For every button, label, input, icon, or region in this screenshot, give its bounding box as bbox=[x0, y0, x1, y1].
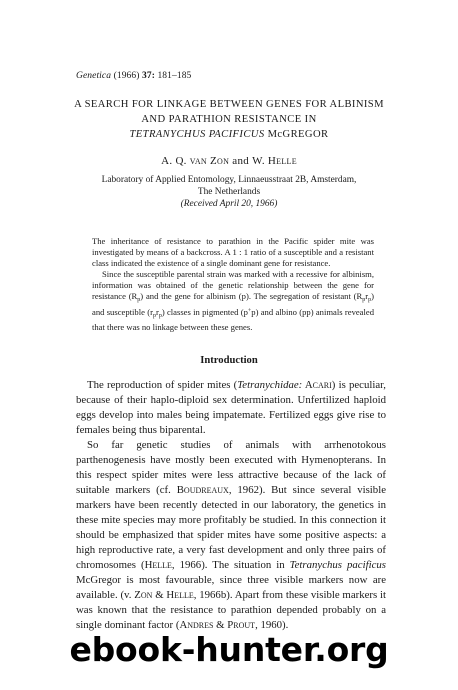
superscript: + bbox=[247, 308, 252, 314]
abstract-text: r bbox=[155, 307, 159, 317]
body-text bbox=[76, 378, 386, 633]
journal-name: Genetica bbox=[76, 71, 112, 81]
affiliation-line-2: The Netherlands bbox=[197, 187, 261, 198]
title-line-2: AND PARATHION RESISTANCE IN bbox=[141, 114, 317, 125]
body-small-caps: Acari bbox=[302, 379, 332, 391]
journal-volume: 37: bbox=[142, 71, 155, 81]
body-italic: Tetranychus pacificus bbox=[289, 559, 386, 571]
watermark: ebook-hunter.org bbox=[69, 630, 389, 669]
citation-author: Helle bbox=[144, 559, 172, 571]
abstract-text: ) and susceptible (r bbox=[92, 291, 375, 317]
subscript: p bbox=[137, 297, 141, 303]
subscript: p bbox=[362, 297, 366, 303]
journal-citation bbox=[76, 71, 191, 81]
abstract-paragraph-2 bbox=[92, 269, 374, 333]
affiliation-line-1: Laboratory of Applied Entomology, Linnaeusstraat 2B, Amsterdam, bbox=[101, 175, 357, 185]
author-conjunction: and bbox=[232, 155, 250, 167]
abstract bbox=[92, 236, 374, 333]
body-text-run: The reproduction of spider mites ( bbox=[87, 379, 238, 391]
title-author-name: McGREGOR bbox=[267, 129, 329, 140]
body-paragraph-1 bbox=[76, 378, 386, 438]
author-second: W. Helle bbox=[252, 155, 297, 167]
title-species: TETRANYCHUS PACIFICUS bbox=[129, 129, 265, 140]
citation-author: Zon & Helle bbox=[134, 589, 194, 601]
section-heading: Introduction bbox=[200, 355, 258, 366]
abstract-text: p) and albino (pp) animals revealed that there was no linkage between these genes. bbox=[92, 307, 374, 332]
affiliation bbox=[40, 174, 418, 211]
body-text-run: , 1960). bbox=[255, 619, 289, 631]
author-line bbox=[40, 155, 418, 167]
citation-author: Andres & Prout bbox=[179, 619, 256, 631]
body-paragraph-2 bbox=[76, 438, 386, 633]
subscript: p bbox=[152, 313, 156, 319]
received-date: (Received April 20, 1966) bbox=[180, 199, 278, 210]
abstract-text: r bbox=[365, 291, 369, 301]
abstract-text: Since the susceptible parental strain was marked with a recessive for albinism, information was obtained of the genetic relationship between the gene for resistance (R bbox=[92, 269, 374, 301]
abstract-text: ) classes in pigmented (p bbox=[161, 307, 248, 317]
abstract-text: ) and the gene for albinism (p). The segregation of resistant (R bbox=[140, 291, 363, 301]
body-text-run: McGregor is most favourable, since three visible markers now are available. (v. bbox=[76, 574, 386, 601]
article-title bbox=[40, 97, 418, 142]
body-text-run: So far genetic studies of animals with arrhenotokous parthenogenesis have mostly been executed with Hymenopterans. In this respect spider mites were less attractive because of the lack of suitable markers (cf. bbox=[76, 439, 386, 496]
title-line-1: A SEARCH FOR LINKAGE BETWEEN GENES FOR ALBINISM bbox=[74, 99, 384, 110]
body-text-run: , 1962). But since several visible markers have been recently detected in our laboratory, the genetics in these mite species may more profitably be studied. In this connection it should be emphasized that spider mites have some positive aspects: a high reproductive rate, a very fast development and only three pairs of chromosomes ( bbox=[76, 484, 386, 571]
subscript: p bbox=[368, 297, 372, 303]
body-text-run: ) is peculiar, because of their haplo-diploid sex determination. Unfertilized haploid eggs develop into males being impatemate. Fertilized eggs give rise to females being thus biparental. bbox=[76, 379, 386, 436]
body-text-run: , 1966). The situation in bbox=[171, 559, 290, 571]
title-line-3 bbox=[40, 127, 418, 142]
journal-pages: 181–185 bbox=[157, 71, 192, 81]
subscript: p bbox=[158, 313, 162, 319]
citation-author: Boudreaux bbox=[176, 484, 229, 496]
abstract-paragraph-1: The inheritance of resistance to parathion in the Pacific spider mite was investigated by means of a backcross. A 1 : 1 ratio of a susceptible and a resistant class indicated the existence of a single dominant gene for resistance. bbox=[92, 236, 374, 268]
journal-year: (1966) bbox=[113, 71, 140, 81]
author-first: A. Q. van Zon bbox=[161, 155, 230, 167]
body-text-run: , 1966b). Apart from these visible markers it was known that the resistance to parathion depended probably on a single dominant factor ( bbox=[76, 589, 386, 631]
body-italic: Tetranychidae: bbox=[237, 379, 303, 391]
